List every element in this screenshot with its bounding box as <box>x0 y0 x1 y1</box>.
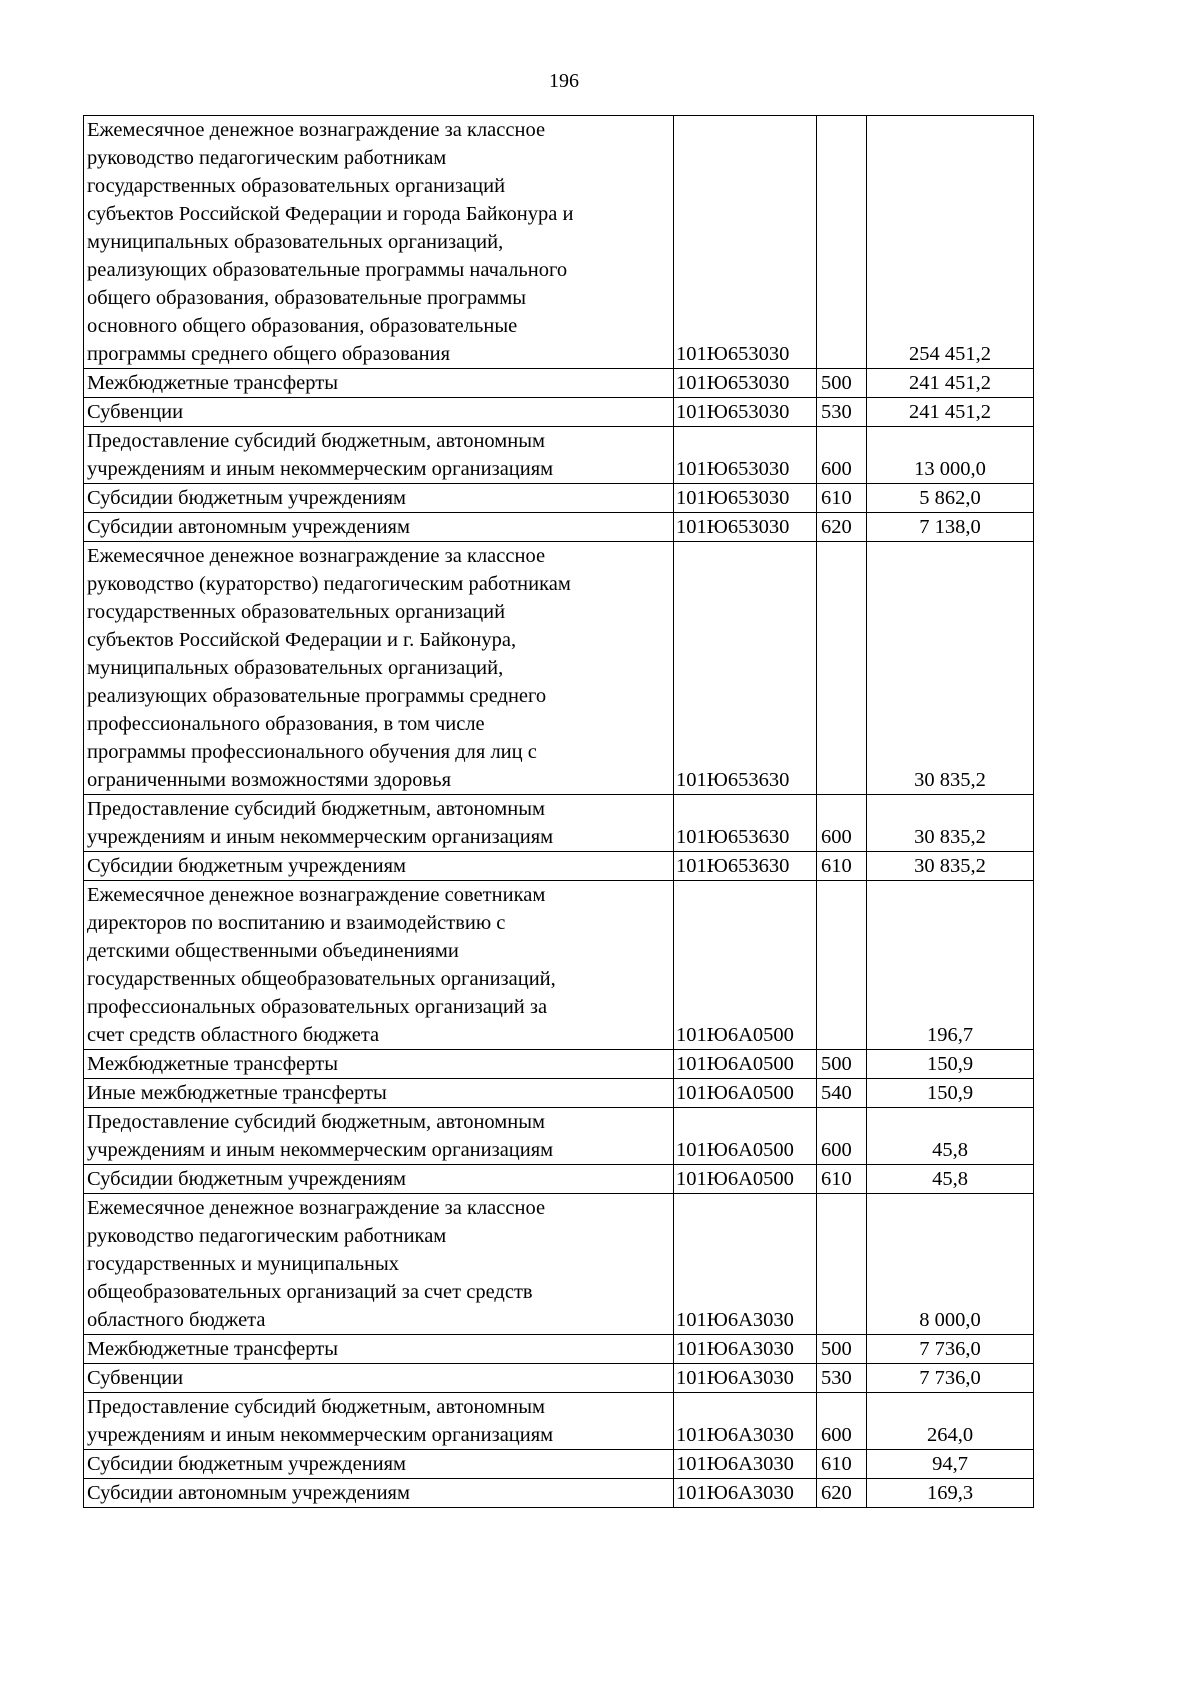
expense-name-cell: Субвенции <box>84 1364 674 1393</box>
expense-name-cell: Ежемесячное денежное вознаграждение советникам директоров по воспитанию и взаимодействию с детскими общественными объединениями государственных общеобразовательных организаций, профессиональных образовательных организаций за счет средств областного бюджета <box>84 881 674 1050</box>
amount-cell: 196,7 <box>867 881 1034 1050</box>
page-number: 196 <box>549 70 579 92</box>
target-article-code-cell: 101Ю653030 <box>674 116 817 369</box>
table-row <box>84 1450 1034 1479</box>
amount-cell: 254 451,2 <box>867 116 1034 369</box>
expense-name-cell: Субсидии автономным учреждениям <box>84 1479 674 1508</box>
expense-name-cell: Субсидии автономным учреждениям <box>84 513 674 542</box>
budget-table <box>83 115 1034 1508</box>
target-article-code-cell: 101Ю653030 <box>674 427 817 484</box>
table-row <box>84 1393 1034 1450</box>
expense-type-code-cell: 500 <box>817 369 867 398</box>
target-article-code-cell: 101Ю6А0500 <box>674 1079 817 1108</box>
expense-type-code-cell <box>817 542 867 795</box>
table-row <box>84 852 1034 881</box>
amount-cell: 264,0 <box>867 1393 1034 1450</box>
table-row <box>84 1108 1034 1165</box>
target-article-code-cell: 101Ю6А0500 <box>674 1165 817 1194</box>
amount-cell: 169,3 <box>867 1479 1034 1508</box>
expense-type-code-cell: 600 <box>817 795 867 852</box>
table-row <box>84 484 1034 513</box>
table-row <box>84 1194 1034 1335</box>
expense-name-cell: Ежемесячное денежное вознаграждение за классное руководство (кураторство) педагогическим работникам государственных образовательных организаций субъектов Российской Федерации и г. Байконура, муниципальных образовательных организаций, реализующих образовательные программы среднего профессионального образования, в том числе программы профессионального обучения для лиц с ограниченными возможностями здоровья <box>84 542 674 795</box>
amount-cell: 30 835,2 <box>867 542 1034 795</box>
expense-name-cell: Субсидии бюджетным учреждениям <box>84 1450 674 1479</box>
amount-cell: 150,9 <box>867 1050 1034 1079</box>
amount-cell: 150,9 <box>867 1079 1034 1108</box>
table-row <box>84 1165 1034 1194</box>
target-article-code-cell: 101Ю653030 <box>674 369 817 398</box>
amount-cell: 13 000,0 <box>867 427 1034 484</box>
expense-name-cell: Субсидии бюджетным учреждениям <box>84 852 674 881</box>
target-article-code-cell: 101Ю6А3030 <box>674 1335 817 1364</box>
expense-type-code-cell: 610 <box>817 852 867 881</box>
amount-cell: 45,8 <box>867 1108 1034 1165</box>
table-row <box>84 795 1034 852</box>
table-row <box>84 881 1034 1050</box>
table-row <box>84 542 1034 795</box>
expense-name-cell: Межбюджетные трансферты <box>84 369 674 398</box>
expense-name-cell: Субвенции <box>84 398 674 427</box>
amount-cell: 30 835,2 <box>867 852 1034 881</box>
expense-type-code-cell: 610 <box>817 1450 867 1479</box>
expense-type-code-cell: 500 <box>817 1050 867 1079</box>
expense-name-cell: Субсидии бюджетным учреждениям <box>84 1165 674 1194</box>
target-article-code-cell: 101Ю6А3030 <box>674 1479 817 1508</box>
expense-name-cell: Межбюджетные трансферты <box>84 1050 674 1079</box>
target-article-code-cell: 101Ю653630 <box>674 852 817 881</box>
target-article-code-cell: 101Ю6А3030 <box>674 1194 817 1335</box>
target-article-code-cell: 101Ю653030 <box>674 398 817 427</box>
expense-type-code-cell <box>817 116 867 369</box>
expense-type-code-cell: 610 <box>817 484 867 513</box>
amount-cell: 241 451,2 <box>867 369 1034 398</box>
amount-cell: 241 451,2 <box>867 398 1034 427</box>
target-article-code-cell: 101Ю653030 <box>674 513 817 542</box>
expense-name-cell: Субсидии бюджетным учреждениям <box>84 484 674 513</box>
table-row <box>84 1479 1034 1508</box>
target-article-code-cell: 101Ю653630 <box>674 542 817 795</box>
expense-type-code-cell: 600 <box>817 1108 867 1165</box>
target-article-code-cell: 101Ю6А3030 <box>674 1450 817 1479</box>
expense-name-cell: Ежемесячное денежное вознаграждение за классное руководство педагогическим работникам государственных и муниципальных общеобразовательных организаций за счет средств областного бюджета <box>84 1194 674 1335</box>
table-row <box>84 427 1034 484</box>
table-row <box>84 1335 1034 1364</box>
table-row <box>84 398 1034 427</box>
expense-name-cell: Предоставление субсидий бюджетным, автономным учреждениям и иным некоммерческим организациям <box>84 1393 674 1450</box>
expense-type-code-cell: 610 <box>817 1165 867 1194</box>
amount-cell: 94,7 <box>867 1450 1034 1479</box>
expense-type-code-cell <box>817 1194 867 1335</box>
expense-name-cell: Иные межбюджетные трансферты <box>84 1079 674 1108</box>
expense-type-code-cell: 530 <box>817 1364 867 1393</box>
target-article-code-cell: 101Ю653630 <box>674 795 817 852</box>
expense-type-code-cell: 540 <box>817 1079 867 1108</box>
amount-cell: 7 138,0 <box>867 513 1034 542</box>
table-row <box>84 1050 1034 1079</box>
expense-type-code-cell: 600 <box>817 1393 867 1450</box>
budget-table-body <box>84 116 1034 1508</box>
amount-cell: 30 835,2 <box>867 795 1034 852</box>
expense-name-cell: Предоставление субсидий бюджетным, автономным учреждениям и иным некоммерческим организациям <box>84 1108 674 1165</box>
table-row <box>84 116 1034 369</box>
amount-cell: 5 862,0 <box>867 484 1034 513</box>
expense-name-cell: Межбюджетные трансферты <box>84 1335 674 1364</box>
expense-type-code-cell <box>817 881 867 1050</box>
target-article-code-cell: 101Ю6А0500 <box>674 1050 817 1079</box>
expense-name-cell: Ежемесячное денежное вознаграждение за классное руководство педагогическим работникам государственных образовательных организаций субъектов Российской Федерации и города Байконура и муниципальных образовательных организаций, реализующих образовательные программы начального общего образования, образовательные программы основного общего образования, образовательные программы среднего общего образования <box>84 116 674 369</box>
target-article-code-cell: 101Ю6А3030 <box>674 1393 817 1450</box>
expense-name-cell: Предоставление субсидий бюджетным, автономным учреждениям и иным некоммерческим организациям <box>84 427 674 484</box>
table-row <box>84 1364 1034 1393</box>
expense-type-code-cell: 620 <box>817 513 867 542</box>
expense-type-code-cell: 620 <box>817 1479 867 1508</box>
amount-cell: 7 736,0 <box>867 1335 1034 1364</box>
amount-cell: 8 000,0 <box>867 1194 1034 1335</box>
table-row <box>84 369 1034 398</box>
table-row <box>84 513 1034 542</box>
expense-name-cell: Предоставление субсидий бюджетным, автономным учреждениям и иным некоммерческим организациям <box>84 795 674 852</box>
target-article-code-cell: 101Ю6А3030 <box>674 1364 817 1393</box>
table-row <box>84 1079 1034 1108</box>
amount-cell: 7 736,0 <box>867 1364 1034 1393</box>
expense-type-code-cell: 500 <box>817 1335 867 1364</box>
expense-type-code-cell: 530 <box>817 398 867 427</box>
target-article-code-cell: 101Ю6А0500 <box>674 881 817 1050</box>
target-article-code-cell: 101Ю653030 <box>674 484 817 513</box>
target-article-code-cell: 101Ю6А0500 <box>674 1108 817 1165</box>
amount-cell: 45,8 <box>867 1165 1034 1194</box>
expense-type-code-cell: 600 <box>817 427 867 484</box>
